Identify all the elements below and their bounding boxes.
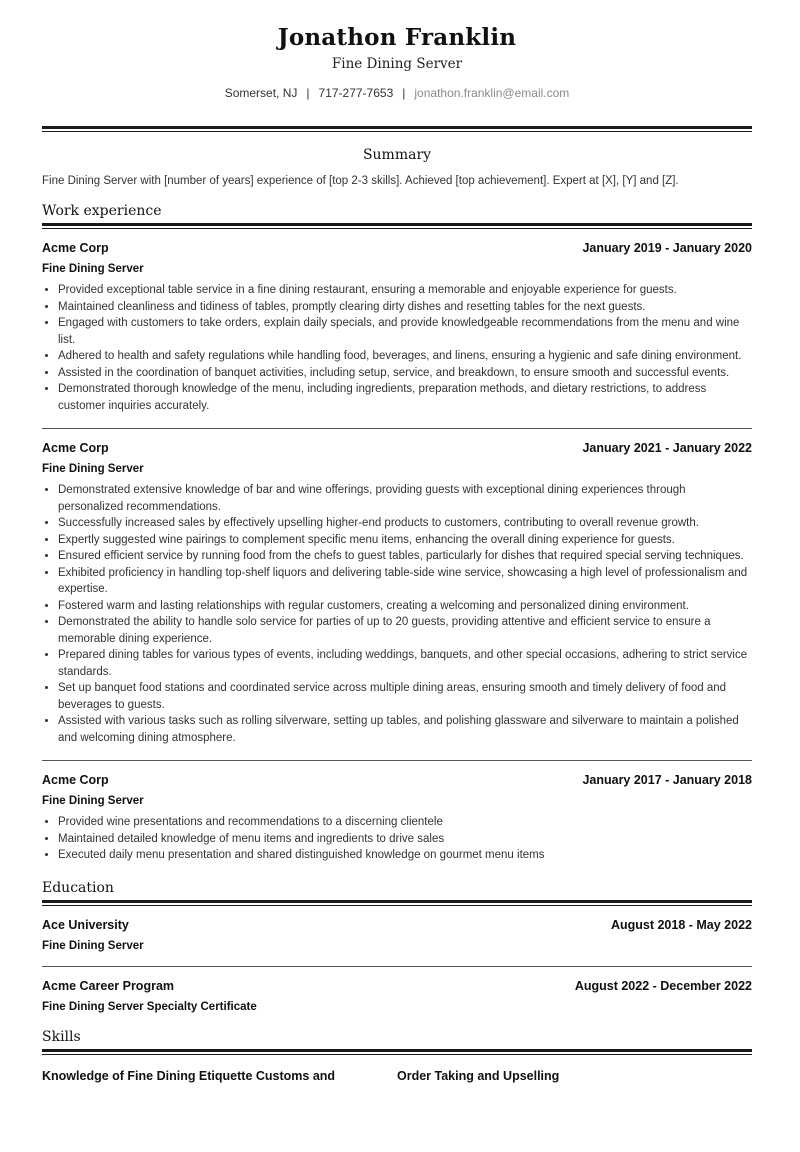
contact-location: Somerset, NJ	[224, 86, 298, 100]
education-entry-header	[42, 979, 752, 993]
work-dates: January 2017 - January 2018	[582, 773, 752, 787]
work-dates: January 2021 - January 2022	[582, 441, 752, 455]
education-entry-header	[42, 918, 752, 932]
work-bullet: • Demonstrated extensive knowledge of bar and wine offerings, providing guests with exceptional dining experiences through personalized recommendations.	[58, 482, 752, 515]
education-school: Ace University	[42, 917, 129, 932]
work-bullet: • Engaged with customers to take orders, explain daily specials, and provide knowledgeable recommendations from the menu and wine list.	[58, 315, 752, 348]
work-bullet: • Demonstrated thorough knowledge of the menu, including ingredients, preparation methods, and dietary restrictions, to address customer inquiries accurately.	[58, 381, 752, 414]
work-entry-header	[42, 241, 752, 255]
work-company: Acme Corp	[42, 241, 109, 255]
summary-heading: Summary	[362, 147, 432, 163]
summary-text: Fine Dining Server with [number of years] experience of [top 2-3 skills]. Achieved [top achievement]. Expert at [X], [Y] and [Z].	[42, 175, 679, 187]
work-dates: January 2019 - January 2020	[582, 241, 752, 255]
work-entry-header	[42, 773, 752, 787]
work-bullet: • Provided exceptional table service in a fine dining restaurant, ensuring a memorable and enjoyable experience for guests.	[58, 282, 752, 299]
work-bullet: • Exhibited proficiency in handling top-shelf liquors and delivering table-side wine service, showcasing a high level of professionalism and expertise.	[58, 565, 752, 598]
work-entry	[42, 229, 752, 414]
work-experience-heading: Work experience	[42, 203, 162, 219]
work-bullet: • Executed daily menu presentation and shared distinguished knowledge on gourmet menu items	[58, 847, 752, 864]
work-bullet: • Provided wine presentations and recommendations to a discerning clientele	[58, 814, 752, 831]
work-bullet: • Assisted in the coordination of banquet activities, including setup, service, and breakdown, to ensure smooth and successful events.	[58, 365, 752, 382]
work-bullet: • Ensured efficient service by running food from the chefs to guest tables, particularly for dishes that required special serving techniques.	[58, 548, 752, 565]
contact-separator: |	[402, 86, 406, 100]
work-bullet: • Assisted with various tasks such as rolling silverware, setting up tables, and polishing glassware and silverware to maintain a polished and welcoming dining atmosphere.	[58, 713, 752, 746]
education-degree: Fine Dining Server Specialty Certificate	[42, 1000, 257, 1013]
work-bullet: • Expertly suggested wine pairings to complement specific menu items, enhancing the overall dining experience for guests.	[58, 532, 752, 549]
education-entry	[42, 906, 752, 952]
education-degree: Fine Dining Server	[42, 939, 144, 952]
contact-email[interactable]: jonathon.franklin@email.com	[414, 86, 570, 100]
work-entry-header	[42, 441, 752, 455]
skills-heading: Skills	[42, 1028, 81, 1045]
work-role: Fine Dining Server	[42, 463, 144, 475]
work-bullet: • Prepared dining tables for various types of events, including weddings, banquets, and other special occasions, adhering to strict service standards.	[58, 647, 752, 680]
candidate-title: Fine Dining Server	[331, 56, 463, 72]
work-entry	[42, 761, 752, 864]
resume-page	[0, 24, 800, 1152]
education-entry	[42, 967, 752, 1013]
education-dates: August 2022 - December 2022	[574, 978, 752, 993]
work-role: Fine Dining Server	[42, 263, 144, 275]
education-school: Acme Career Program	[42, 978, 175, 993]
candidate-name: Jonathon Franklin	[277, 24, 517, 51]
education-heading: Education	[42, 879, 114, 896]
work-role: Fine Dining Server	[42, 795, 144, 807]
work-bullet: • Maintained detailed knowledge of menu items and ingredients to drive sales	[58, 831, 752, 848]
work-bullet: • Successfully increased sales by effectively upselling higher-end products to customers, contributing to overall revenue growth.	[58, 515, 752, 532]
work-bullet: • Fostered warm and lasting relationships with regular customers, creating a welcoming and personalized dining environment.	[58, 598, 752, 615]
work-bullet: • Demonstrated the ability to handle solo service for parties of up to 20 guests, providing attentive and efficient service to ensure a memorable dining experience.	[58, 614, 752, 647]
contact-phone: 717-277-7653	[318, 86, 394, 100]
work-bullets	[42, 482, 752, 746]
contact-separator: |	[306, 86, 310, 100]
work-bullet: • Maintained cleanliness and tidiness of tables, promptly clearing dirty dishes and resetting tables for the next guests.	[58, 299, 752, 316]
work-bullets	[42, 282, 752, 414]
skill-item: Order Taking and Upselling	[397, 1068, 560, 1083]
work-company: Acme Corp	[42, 773, 109, 787]
work-bullets	[42, 814, 752, 864]
work-bullet: • Adhered to health and safety regulations while handling food, beverages, and linens, ensuring a hygienic and safe dining environment.	[58, 348, 752, 365]
work-entry	[42, 429, 752, 746]
contact-line	[42, 86, 752, 100]
work-company: Acme Corp	[42, 441, 109, 455]
skills-list	[42, 1055, 752, 1083]
header-rule	[42, 126, 752, 132]
skill-item: Knowledge of Fine Dining Etiquette Customs and	[42, 1068, 336, 1083]
work-bullet: • Set up banquet food stations and coordinated service across multiple dining areas, ensuring smooth and timely delivery of food and beverages to guests.	[58, 680, 752, 713]
education-dates: August 2018 - May 2022	[610, 917, 752, 932]
